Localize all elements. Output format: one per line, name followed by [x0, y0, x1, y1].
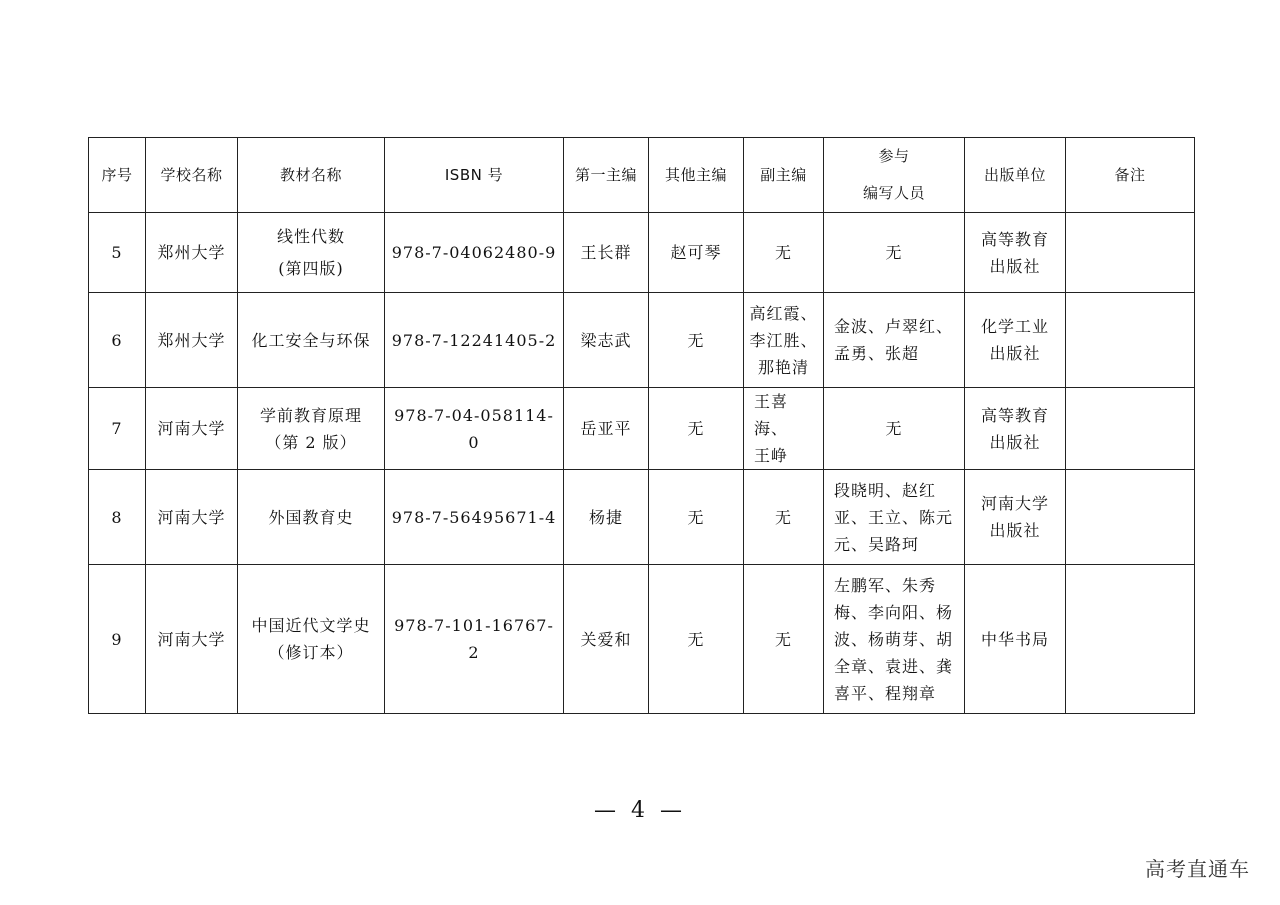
table-row — [89, 213, 1195, 293]
cell-textbook-line: （修订本） — [268, 643, 354, 662]
cell-no: 7 — [89, 388, 146, 470]
cell-publisher — [965, 388, 1066, 470]
cell-chief-editor: 关爱和 — [564, 565, 649, 714]
cell-publisher-line: 河南大学 — [980, 494, 1049, 513]
cell-textbook — [238, 470, 385, 565]
cell-textbook-line: 线性代数 — [276, 227, 345, 246]
cell-deputy-line: 无 — [774, 629, 792, 649]
cell-contributors-line: 梅、李向阳、杨 — [834, 602, 954, 622]
cell-deputy-line: 无 — [774, 507, 792, 527]
cell-textbook-line: （第 2 版） — [265, 432, 357, 452]
cell-remarks — [1066, 565, 1195, 714]
cell-contributors-line: 无 — [885, 243, 903, 262]
cell-textbook — [238, 565, 385, 714]
cell-remarks — [1066, 213, 1195, 293]
table-row — [89, 388, 1195, 470]
cell-chief-editor: 岳亚平 — [564, 388, 649, 470]
cell-remarks — [1066, 293, 1195, 388]
cell-no: 9 — [89, 565, 146, 714]
cell-publisher — [965, 293, 1066, 388]
header-no: 序号 — [89, 138, 146, 213]
cell-school: 河南大学 — [146, 565, 238, 714]
table-header-row — [89, 138, 1195, 213]
cell-publisher-line: 高等教育 — [980, 229, 1049, 249]
header-other-editors: 其他主编 — [649, 138, 744, 213]
cell-deputy-line: 高红霞、 — [749, 303, 818, 323]
cell-deputy-line: 无 — [774, 243, 792, 262]
cell-deputy-line: 王喜海、 — [754, 392, 789, 438]
header-contributors — [824, 138, 965, 213]
table-row — [89, 470, 1195, 565]
cell-isbn: 978-7-04-058114-0 — [385, 388, 564, 470]
header-chief-editor: 第一主编 — [564, 138, 649, 213]
cell-publisher-line: 出版社 — [989, 432, 1041, 452]
table-row — [89, 565, 1195, 714]
cell-chief-editor: 杨捷 — [564, 470, 649, 565]
cell-contributors — [824, 565, 965, 714]
watermark: 高考直通车 — [1145, 857, 1250, 881]
cell-contributors — [824, 293, 965, 388]
cell-deputy-editors — [744, 213, 824, 293]
header-deputy-editors: 副主编 — [744, 138, 824, 213]
cell-remarks — [1066, 470, 1195, 565]
cell-deputy-editors — [744, 293, 824, 388]
cell-other-editors: 无 — [649, 388, 744, 470]
cell-contributors-line: 亚、王立、陈元 — [834, 507, 954, 527]
cell-publisher-line: 出版社 — [989, 256, 1041, 276]
header-isbn: ISBN 号 — [385, 138, 564, 213]
cell-textbook — [238, 293, 385, 388]
cell-deputy-editors — [744, 388, 824, 470]
cell-isbn: 978-7-12241405-2 — [385, 293, 564, 388]
cell-textbook — [238, 213, 385, 293]
cell-isbn: 978-7-101-16767-2 — [385, 565, 564, 714]
cell-contributors-line: 金波、卢翠红、 — [834, 317, 954, 336]
cell-no: 8 — [89, 470, 146, 565]
cell-contributors-line: 左鹏军、朱秀 — [834, 575, 937, 595]
cell-textbook-line: 化工安全与环保 — [251, 330, 371, 350]
table-body — [89, 213, 1195, 714]
cell-contributors — [824, 470, 965, 565]
cell-textbook-line: 中国近代文学史 — [251, 616, 371, 635]
cell-contributors-line: 波、杨萌芽、胡 — [834, 629, 954, 649]
cell-publisher-line: 出版社 — [989, 344, 1041, 363]
cell-contributors-line: 喜平、程翔章 — [834, 683, 937, 703]
cell-contributors-line: 段晓明、赵红 — [834, 480, 937, 500]
cell-other-editors: 赵可琴 — [649, 213, 744, 293]
header-remarks: 备注 — [1066, 138, 1195, 213]
cell-isbn: 978-7-56495671-4 — [385, 470, 564, 565]
cell-publisher-line: 高等教育 — [980, 405, 1049, 425]
page-number: — 4 — — [594, 798, 686, 823]
header-contributors-line: 参与 — [878, 147, 910, 165]
cell-textbook-line: 学前教育原理 — [259, 405, 362, 425]
cell-chief-editor: 王长群 — [564, 213, 649, 293]
cell-textbook-line: 外国教育史 — [268, 507, 354, 527]
cell-publisher — [965, 565, 1066, 714]
cell-other-editors: 无 — [649, 470, 744, 565]
cell-contributors — [824, 213, 965, 293]
cell-textbook-line: (第四版) — [278, 259, 344, 278]
cell-school: 郑州大学 — [146, 213, 238, 293]
cell-publisher-line: 出版社 — [989, 521, 1041, 540]
cell-publisher — [965, 470, 1066, 565]
header-school: 学校名称 — [146, 138, 238, 213]
cell-isbn: 978-7-04062480-9 — [385, 213, 564, 293]
cell-deputy-editors — [744, 565, 824, 714]
cell-school: 郑州大学 — [146, 293, 238, 388]
cell-no: 6 — [89, 293, 146, 388]
cell-school: 河南大学 — [146, 388, 238, 470]
cell-deputy-line: 王峥 — [754, 446, 789, 465]
cell-contributors-line: 无 — [885, 419, 903, 438]
header-contributors-line: 编写人员 — [862, 184, 925, 202]
table-row — [89, 293, 1195, 388]
cell-chief-editor: 梁志武 — [564, 293, 649, 388]
cell-publisher-line: 化学工业 — [980, 317, 1049, 336]
header-textbook: 教材名称 — [238, 138, 385, 213]
cell-textbook — [238, 388, 385, 470]
cell-contributors-line: 孟勇、张超 — [834, 344, 920, 363]
cell-school: 河南大学 — [146, 470, 238, 565]
textbook-table — [88, 137, 1195, 714]
cell-deputy-line: 李江胜、 — [749, 330, 818, 350]
cell-remarks — [1066, 388, 1195, 470]
cell-contributors-line: 全章、袁进、龚 — [834, 656, 954, 676]
cell-deputy-editors — [744, 470, 824, 565]
cell-publisher — [965, 213, 1066, 293]
header-publisher: 出版单位 — [965, 138, 1066, 213]
cell-other-editors: 无 — [649, 565, 744, 714]
cell-publisher-line: 中华书局 — [980, 629, 1049, 649]
cell-contributors — [824, 388, 965, 470]
cell-other-editors: 无 — [649, 293, 744, 388]
cell-deputy-line: 那艳清 — [757, 357, 809, 377]
cell-contributors-line: 元、吴路珂 — [834, 534, 920, 554]
cell-no: 5 — [89, 213, 146, 293]
